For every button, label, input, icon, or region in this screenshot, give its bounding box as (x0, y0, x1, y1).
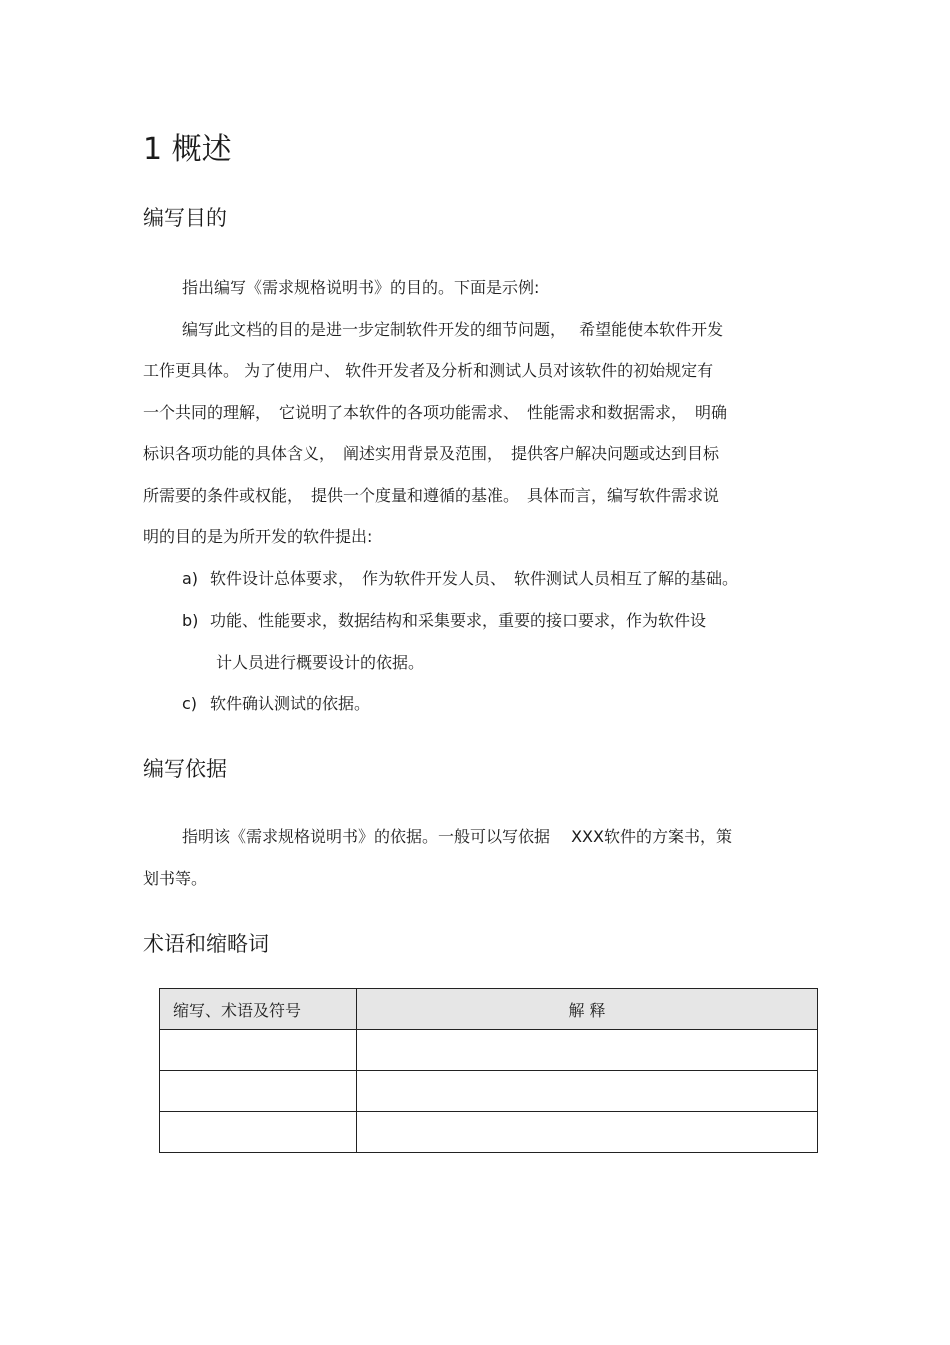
table-row (160, 1030, 818, 1071)
purpose-intro: 指出编写《需求规格说明书》的目的。下面是示例: (182, 278, 540, 297)
table-cell (160, 1071, 357, 1112)
section-title-terms: 术语和缩略词 (143, 932, 269, 956)
list-item (182, 691, 370, 714)
list-marker: a) (182, 569, 199, 588)
purpose-paragraph-line: 编写此文档的目的是进一步定制软件开发的细节问题， 希望能使本软件开发 (182, 320, 724, 339)
table-cell (160, 1112, 357, 1153)
chapter-heading: 1 概述 (143, 132, 232, 167)
list-marker: c) (182, 694, 198, 713)
terms-table (159, 988, 818, 1153)
list-item-text: 软件设计总体要求， 作为软件开发人员、 软件测试人员相互了解的基础。 (210, 569, 739, 588)
table-cell (160, 1030, 357, 1071)
table-cell (357, 1071, 818, 1112)
table-cell (357, 1030, 818, 1071)
purpose-paragraph-line: 一个共同的理解， 它说明了本软件的各项功能需求、 性能需求和数据需求， 明确 (143, 403, 728, 422)
table-header-term: 缩写、术语及符号 (160, 989, 357, 1030)
purpose-paragraph-line: 所需要的条件或权能， 提供一个度量和遵循的基准。 具体而言，编写软件需求说 (143, 486, 720, 505)
list-item (182, 566, 738, 589)
purpose-paragraph-line: 明的目的是为所开发的软件提出: (143, 527, 373, 546)
table-cell (357, 1112, 818, 1153)
list-item-continuation: 计人员进行概要设计的依据。 (216, 653, 425, 672)
list-item-text: 软件确认测试的依据。 (210, 694, 371, 713)
section-title-basis: 编写依据 (143, 757, 227, 781)
list-item (182, 608, 706, 631)
basis-paragraph-line: 划书等。 (143, 869, 208, 888)
purpose-paragraph-line: 标识各项功能的具体含义， 阐述实用背景及范围， 提供客户解决问题或达到目标 (143, 444, 720, 463)
list-marker: b) (182, 611, 199, 630)
purpose-paragraph-line: 工作更具体。 为了使用户、 软件开发者及分析和测试人员对该软件的初始规定有 (143, 361, 714, 380)
table-header-row (160, 989, 818, 1030)
list-item-text: 功能、性能要求，数据结构和采集要求，重要的接口要求，作为软件设 (210, 611, 707, 630)
table-row (160, 1112, 818, 1153)
basis-paragraph-line: 指明该《需求规格说明书》的依据。一般可以写依据 XXX软件的方案书，策 (182, 827, 732, 846)
table-header-explanation: 解 释 (357, 989, 818, 1030)
table-row (160, 1071, 818, 1112)
section-title-purpose: 编写目的 (143, 206, 227, 230)
